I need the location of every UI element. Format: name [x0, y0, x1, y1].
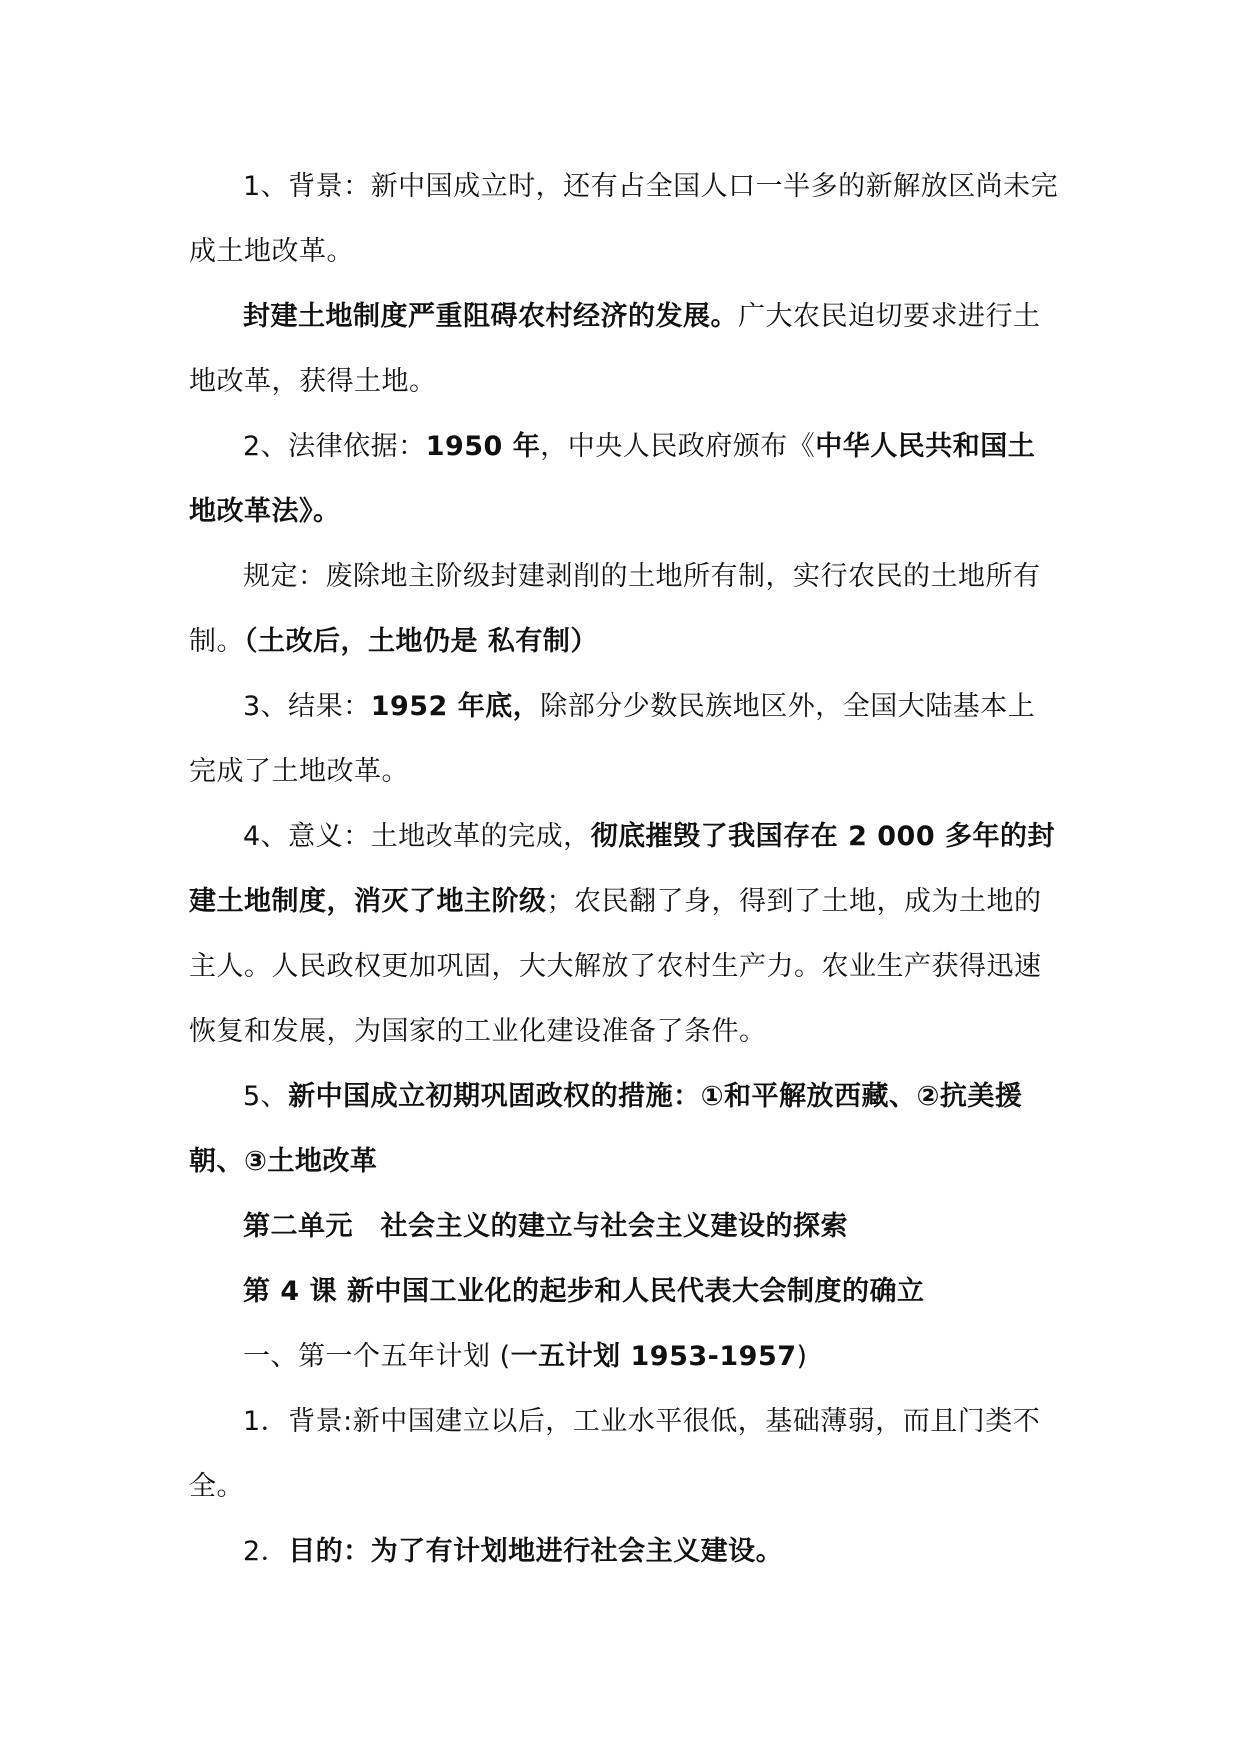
text-segment-bold: 彻底摧毁了我国存在 2 000 多年的封建土地制度，消灭了地主阶级	[189, 821, 1056, 917]
lesson-heading	[189, 1259, 1059, 1324]
text-segment-bold: 1950 年	[425, 431, 541, 462]
para-result	[189, 674, 1059, 804]
text-segment: ；农民翻了身，得到了土地，成为土地的主人。人民政权更加巩固，大大解放了农村生产力。农业生产获得迅速恢复和发展，为国家的工业化建设准备了条件。	[189, 886, 1042, 1047]
text-segment: 1、背景：新中国成立时，还有占全国人口一半多的新解放区尚未完成土地改革。	[189, 171, 1059, 267]
text-segment-bold: 封建土地制度严重阻碍农村经济的发展。	[243, 301, 738, 332]
text-segment: 4、意义：土地改革的完成，	[243, 821, 591, 852]
text-segment-bold: 目的：为了有计划地进行社会主义建设。	[288, 1536, 784, 1567]
text-segment: 2．	[243, 1536, 289, 1567]
text-segment: 广大农民迫切要求进行土地改革，获得土地。	[189, 301, 1041, 397]
text-segment-bold: 1952 年底，	[370, 691, 541, 722]
para-background	[189, 154, 1059, 284]
para-plan-background	[189, 1389, 1059, 1519]
text-segment-bold: 中华人民共和国土地改革法》。	[189, 431, 1036, 527]
text-segment-bold: 第二单元 社会主义的建立与社会主义建设的探索	[243, 1211, 848, 1242]
text-segment-bold: 一五计划 1953-1957	[510, 1341, 797, 1372]
text-segment: ，中央人民政府颁布《	[540, 431, 816, 462]
text-segment-bold: 新中国成立初期巩固政权的措施：①和平解放西藏、②抗美援朝、③土地改革	[189, 1081, 1023, 1177]
text-segment: 5、	[243, 1081, 289, 1112]
section-heading-five-year-plan	[189, 1324, 1059, 1389]
para-consolidation-measures	[189, 1064, 1059, 1194]
text-segment: 3、结果：	[243, 691, 371, 722]
text-segment: 规定：废除地主阶级封建剥削的土地所有制，实行农民的土地所有制。	[189, 561, 1041, 657]
para-legal-basis	[189, 414, 1059, 544]
text-segment: )	[796, 1341, 808, 1372]
text-segment: 2、法律依据：	[243, 431, 426, 462]
para-provisions	[189, 544, 1059, 674]
para-feudal-system	[189, 284, 1059, 414]
para-plan-purpose	[189, 1519, 1059, 1584]
text-segment-bold: 第 4 课 新中国工业化的起步和人民代表大会制度的确立	[243, 1276, 925, 1307]
text-segment: 1．背景:新中国建立以后，工业水平很低，基础薄弱，而且门类不全。	[189, 1406, 1041, 1502]
text-segment: 除部分少数民族地区外，全国大陆基本上完成了土地改革。	[189, 691, 1036, 787]
text-segment: 一、第一个五年计划 (	[243, 1341, 511, 1372]
unit-heading	[189, 1194, 1059, 1259]
para-significance	[189, 804, 1059, 1064]
document-body	[189, 154, 1059, 1584]
text-segment-bold: （土改后，土地仍是 私有制）	[244, 626, 598, 657]
